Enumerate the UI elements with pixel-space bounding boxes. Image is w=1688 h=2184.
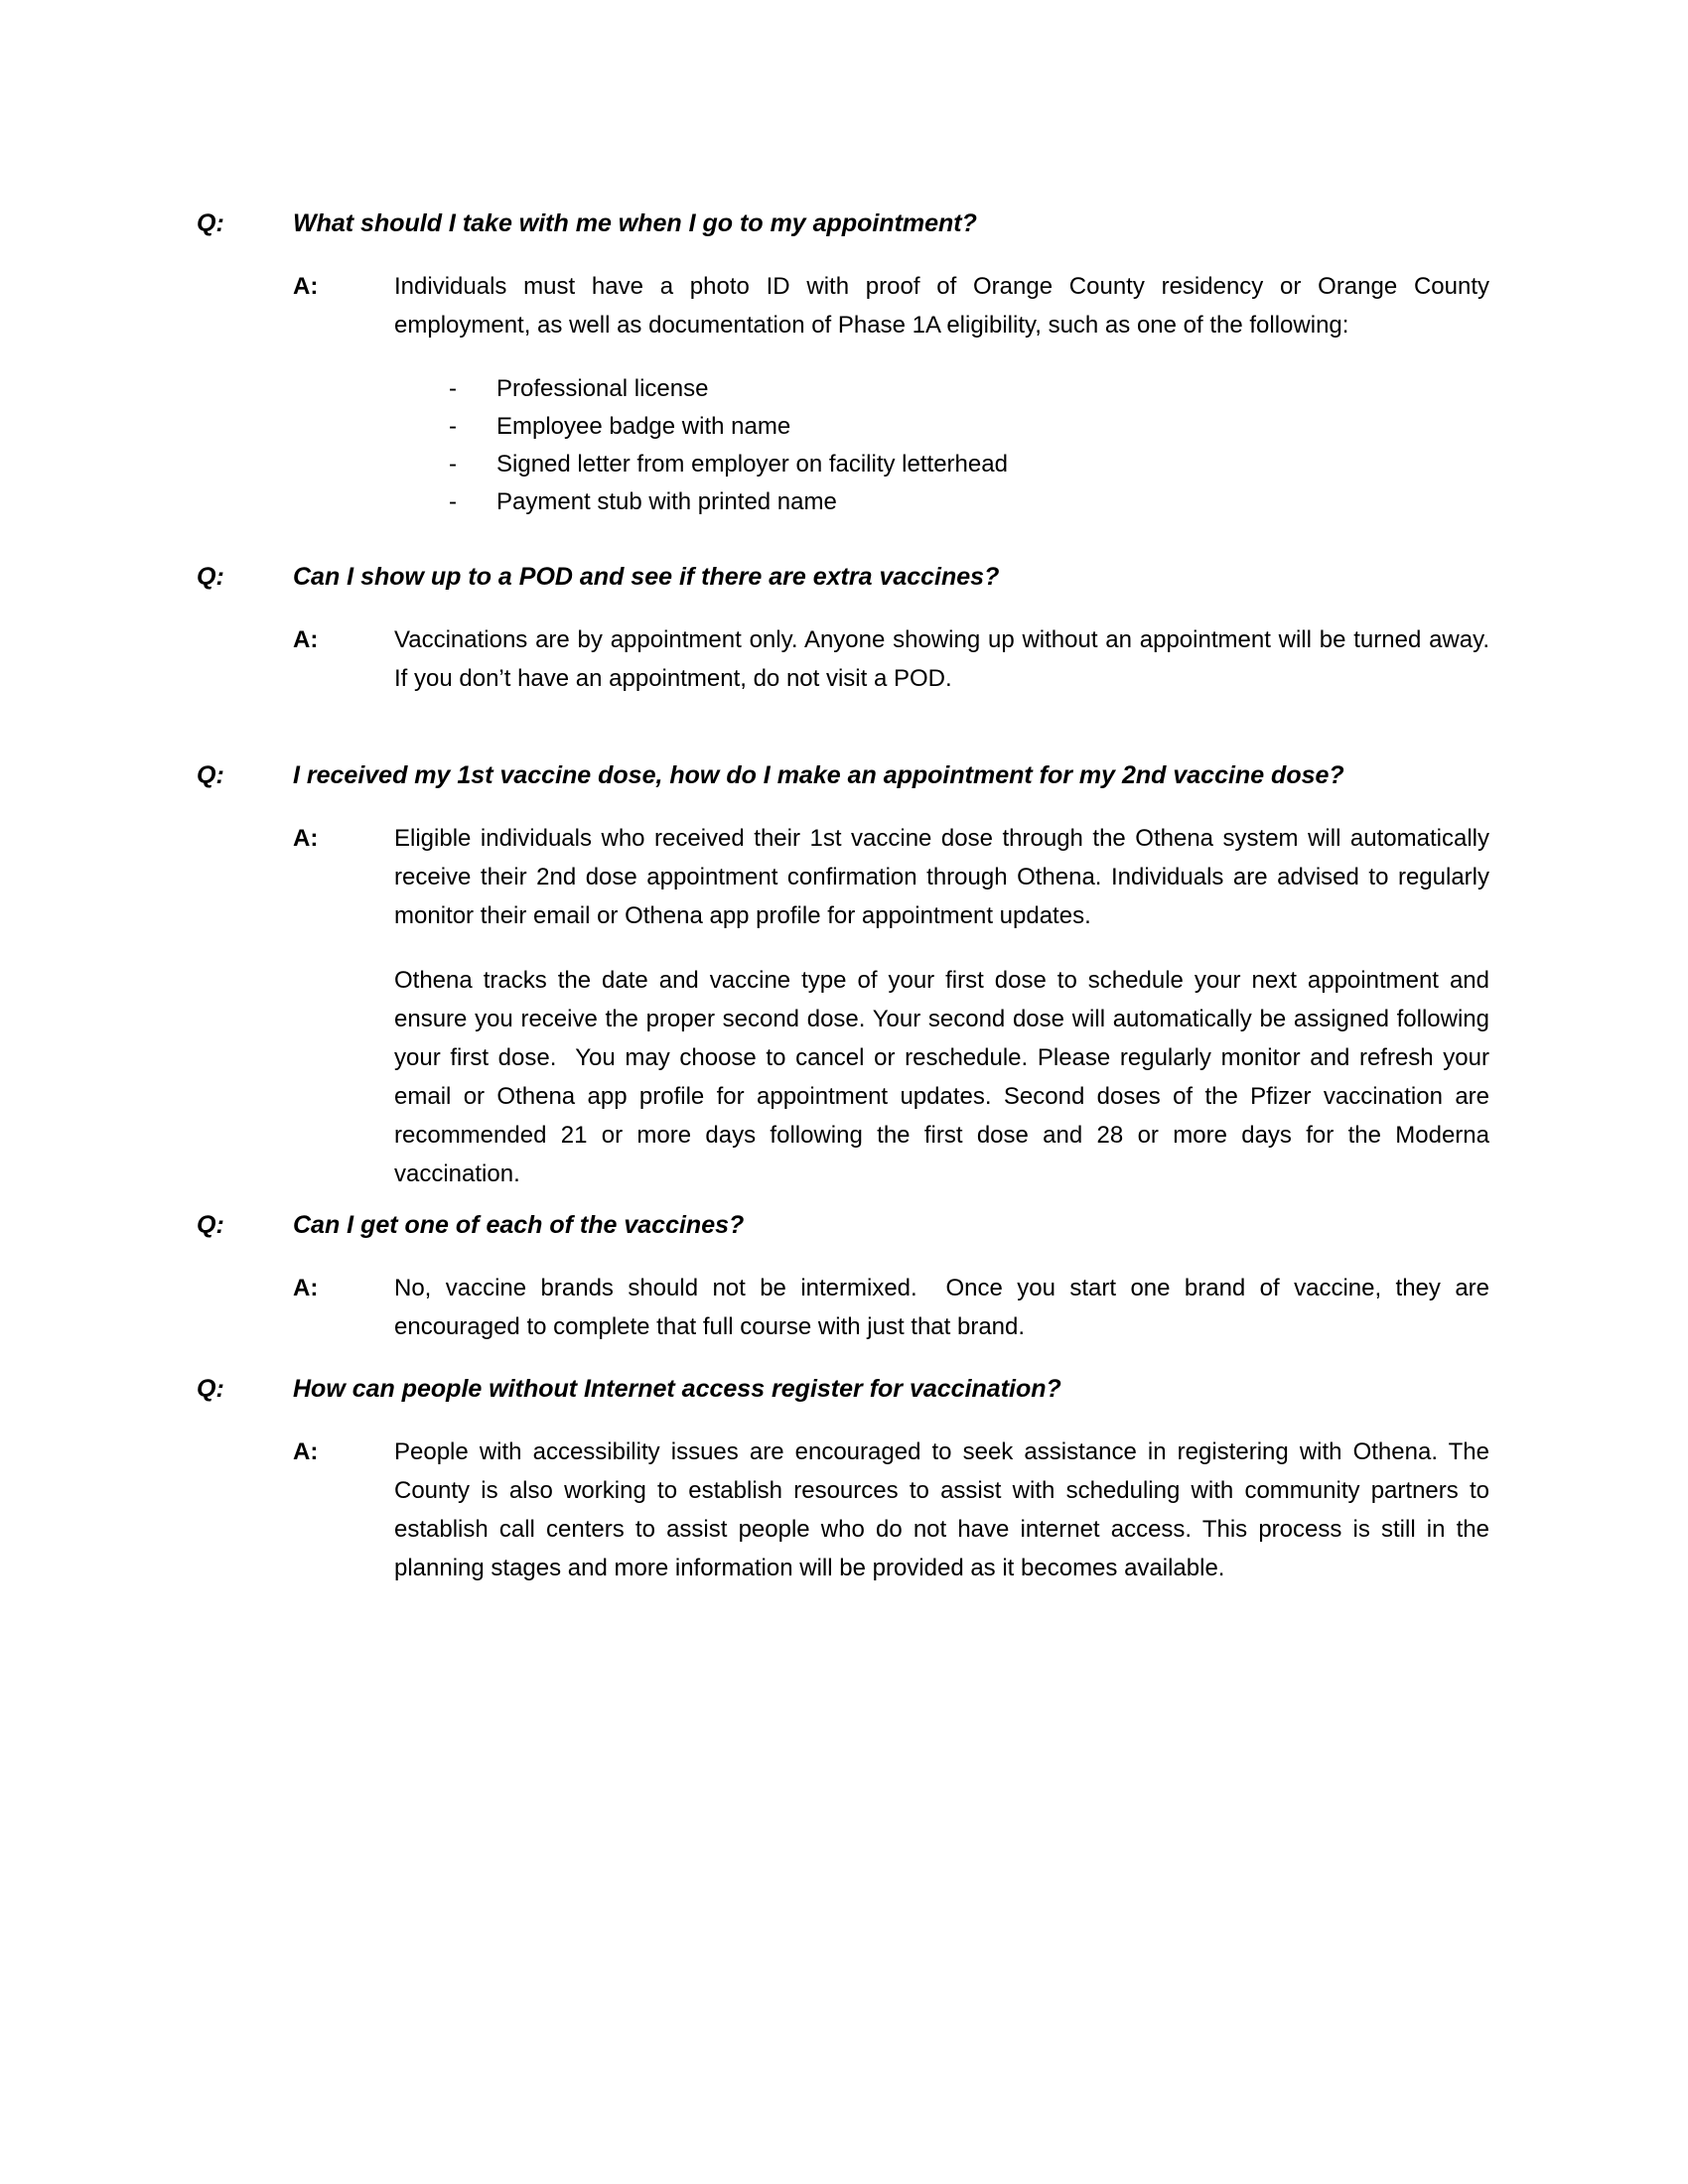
question-row	[197, 204, 1489, 243]
question-text: I received my 1st vaccine dose, how do I make an appointment for my 2nd vaccine dose?	[293, 761, 1344, 789]
question-text: How can people without Internet access register for vaccination?	[293, 1375, 1061, 1403]
answer-body	[394, 1433, 1496, 1587]
question-label: Q:	[197, 1211, 224, 1239]
bullet-item	[449, 483, 1489, 521]
answer-paragraph: No, vaccine brands should not be intermixed. Once you start one brand of vaccine, they are encouraged to complete that full course with just that brand.	[394, 1275, 1496, 1340]
answer-label: A:	[293, 1438, 319, 1465]
answer-label: A:	[293, 626, 319, 653]
question-label: Q:	[197, 761, 224, 789]
answer-paragraph: Eligible individuals who received their 1st vaccine dose through the Othena system will automatically receive their 2nd dose appointment confirmation through Othena. Individuals are advised to regularly monitor their email or Othena app profile for appointment updates.	[394, 825, 1496, 929]
answer-row	[293, 620, 1503, 698]
qa-item	[197, 1205, 1496, 1346]
answer-body	[394, 819, 1496, 1193]
bullet-dash: -	[449, 451, 457, 478]
answer-label: A:	[293, 825, 319, 852]
question-row	[197, 1369, 1489, 1409]
question-row	[197, 557, 1489, 597]
question-row	[197, 1205, 1489, 1245]
qa-item	[197, 557, 1503, 698]
answer-body	[394, 1269, 1496, 1346]
bullet-text: Employee badge with name	[496, 413, 791, 440]
question-label: Q:	[197, 1375, 224, 1403]
question-label: Q:	[197, 563, 224, 591]
bullet-list	[197, 370, 1489, 521]
answer-label: A:	[293, 1275, 319, 1301]
bullet-dash: -	[449, 488, 457, 515]
answer-label: A:	[293, 273, 319, 300]
answer-paragraph: Individuals must have a photo ID with proof of Orange County residency or Orange County employment, as well as documentation of Phase 1A eligibility, such as one of the following:	[394, 273, 1496, 339]
question-text: Can I show up to a POD and see if there are extra vaccines?	[293, 563, 1000, 591]
bullet-item	[449, 370, 1489, 408]
answer-body	[394, 267, 1496, 344]
answer-paragraph: People with accessibility issues are encouraged to seek assistance in registering with Othena. The County is also working to establish resources to assist with scheduling with community partners to establish call centers to assist people who do not have internet access. This process is still in the planning stages and more information will be provided as it becomes available.	[394, 1438, 1496, 1581]
bullet-dash: -	[449, 413, 457, 440]
answer-row	[293, 1269, 1496, 1346]
question-text: What should I take with me when I go to my appointment?	[293, 209, 977, 237]
qa-item	[197, 755, 1496, 1193]
qa-item	[197, 1369, 1496, 1587]
document-content	[197, 204, 1503, 1587]
bullet-text: Payment stub with printed name	[496, 488, 837, 515]
answer-paragraph: Vaccinations are by appointment only. Anyone showing up without an appointment will be turned away. If you don’t have an appointment, do not visit a POD.	[394, 626, 1503, 692]
bullet-text: Signed letter from employer on facility letterhead	[496, 451, 1008, 478]
bullet-item	[449, 446, 1489, 483]
answer-row	[293, 267, 1496, 344]
qa-item	[197, 204, 1496, 521]
answer-body	[394, 620, 1503, 698]
bullet-item	[449, 408, 1489, 446]
answer-paragraph: Othena tracks the date and vaccine type of your first dose to schedule your next appointment and ensure you receive the proper second dose. Your second dose will automatically be assigned following your first dose. You may choose to cancel or reschedule. Please regularly monitor and refresh your email or Othena app profile for appointment updates. Second doses of the Pfizer vaccination are recommended 21 or more days following the first dose and 28 or more days for the Moderna vaccination.	[394, 967, 1496, 1187]
question-text: Can I get one of each of the vaccines?	[293, 1211, 745, 1239]
bullet-dash: -	[449, 375, 457, 402]
answer-row	[293, 819, 1496, 1193]
bullet-text: Professional license	[496, 375, 709, 402]
question-row	[197, 755, 1489, 795]
question-label: Q:	[197, 209, 224, 237]
answer-row	[293, 1433, 1496, 1587]
